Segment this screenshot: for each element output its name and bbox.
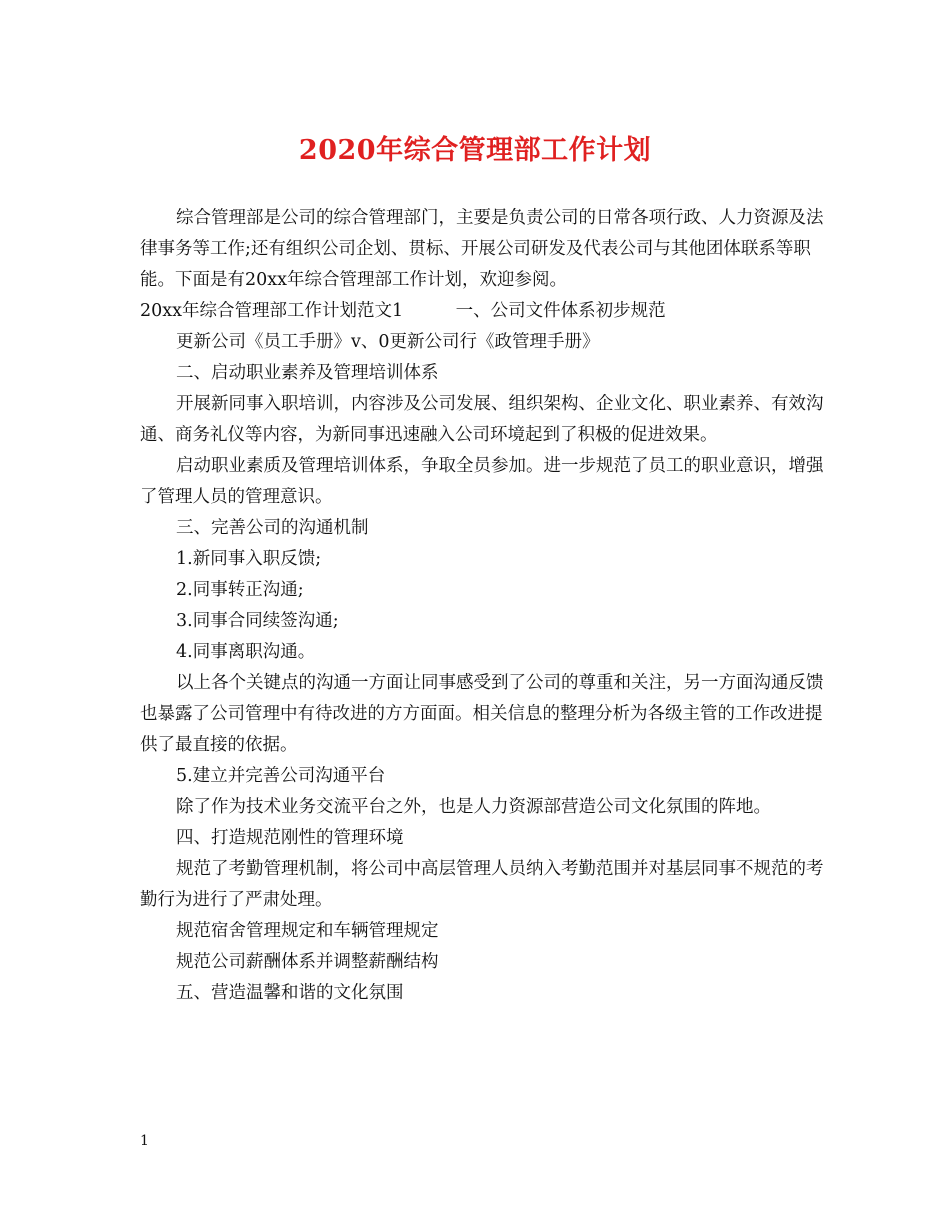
list-item: 2.同事转正沟通; [176, 580, 304, 600]
paragraph: 开展新同事入职培训，内容涉及公司发展、组织架构、企业文化、职业素养、有效沟通、商务礼仪等内容，为新同事迅速融入公司环境起到了积极的促进效果。 [140, 394, 824, 445]
paragraph: 规范宿舍管理规定和车辆管理规定 [176, 921, 439, 941]
section-heading: 四、打造规范刚性的管理环境 [176, 828, 404, 848]
section-heading: 二、启动职业素养及管理培训体系 [176, 363, 439, 383]
list-item: 3.同事合同续签沟通; [176, 611, 339, 631]
list-item: 4.同事离职沟通。 [176, 642, 316, 662]
list-item: 5.建立并完善公司沟通平台 [176, 766, 386, 786]
intro-paragraph: 综合管理部是公司的综合管理部门，主要是负责公司的日常各项行政、人力资源及法律事务等工作;还有组织公司企划、贯标、开展公司研发及代表公司与其他团体联系等职能。下面是有20xx年综合管理部工作计划，欢迎参阅。 [140, 208, 824, 290]
list-item: 1.新同事入职反馈; [176, 549, 322, 569]
section-heading: 五、营造温馨和谐的文化氛围 [176, 983, 404, 1003]
page-number: 1 [140, 1133, 149, 1149]
paragraph: 以上各个关键点的沟通一方面让同事感受到了公司的尊重和关注，另一方面沟通反馈也暴露了公司管理中有待改进的方方面面。相关信息的整理分析为各级主管的工作改进提供了最直接的依据。 [140, 673, 824, 755]
document-title: 2020年综合管理部工作计划 [298, 135, 652, 166]
paragraph: 更新公司《员工手册》v、0更新公司行《政管理手册》 [176, 332, 600, 352]
section-heading-line: 20xx年综合管理部工作计划范文1 一、公司文件体系初步规范 [140, 301, 666, 321]
document-body [140, 203, 830, 1009]
paragraph: 启动职业素质及管理培训体系，争取全员参加。进一步规范了员工的职业意识，增强了管理人员的管理意识。 [140, 456, 824, 507]
paragraph: 除了作为技术业务交流平台之外，也是人力资源部营造公司文化氛围的阵地。 [176, 797, 771, 817]
paragraph: 规范公司薪酬体系并调整薪酬结构 [176, 952, 439, 972]
paragraph: 规范了考勤管理机制，将公司中高层管理人员纳入考勤范围并对基层同事不规范的考勤行为进行了严肃处理。 [140, 859, 824, 910]
section-heading: 三、完善公司的沟通机制 [176, 518, 369, 538]
